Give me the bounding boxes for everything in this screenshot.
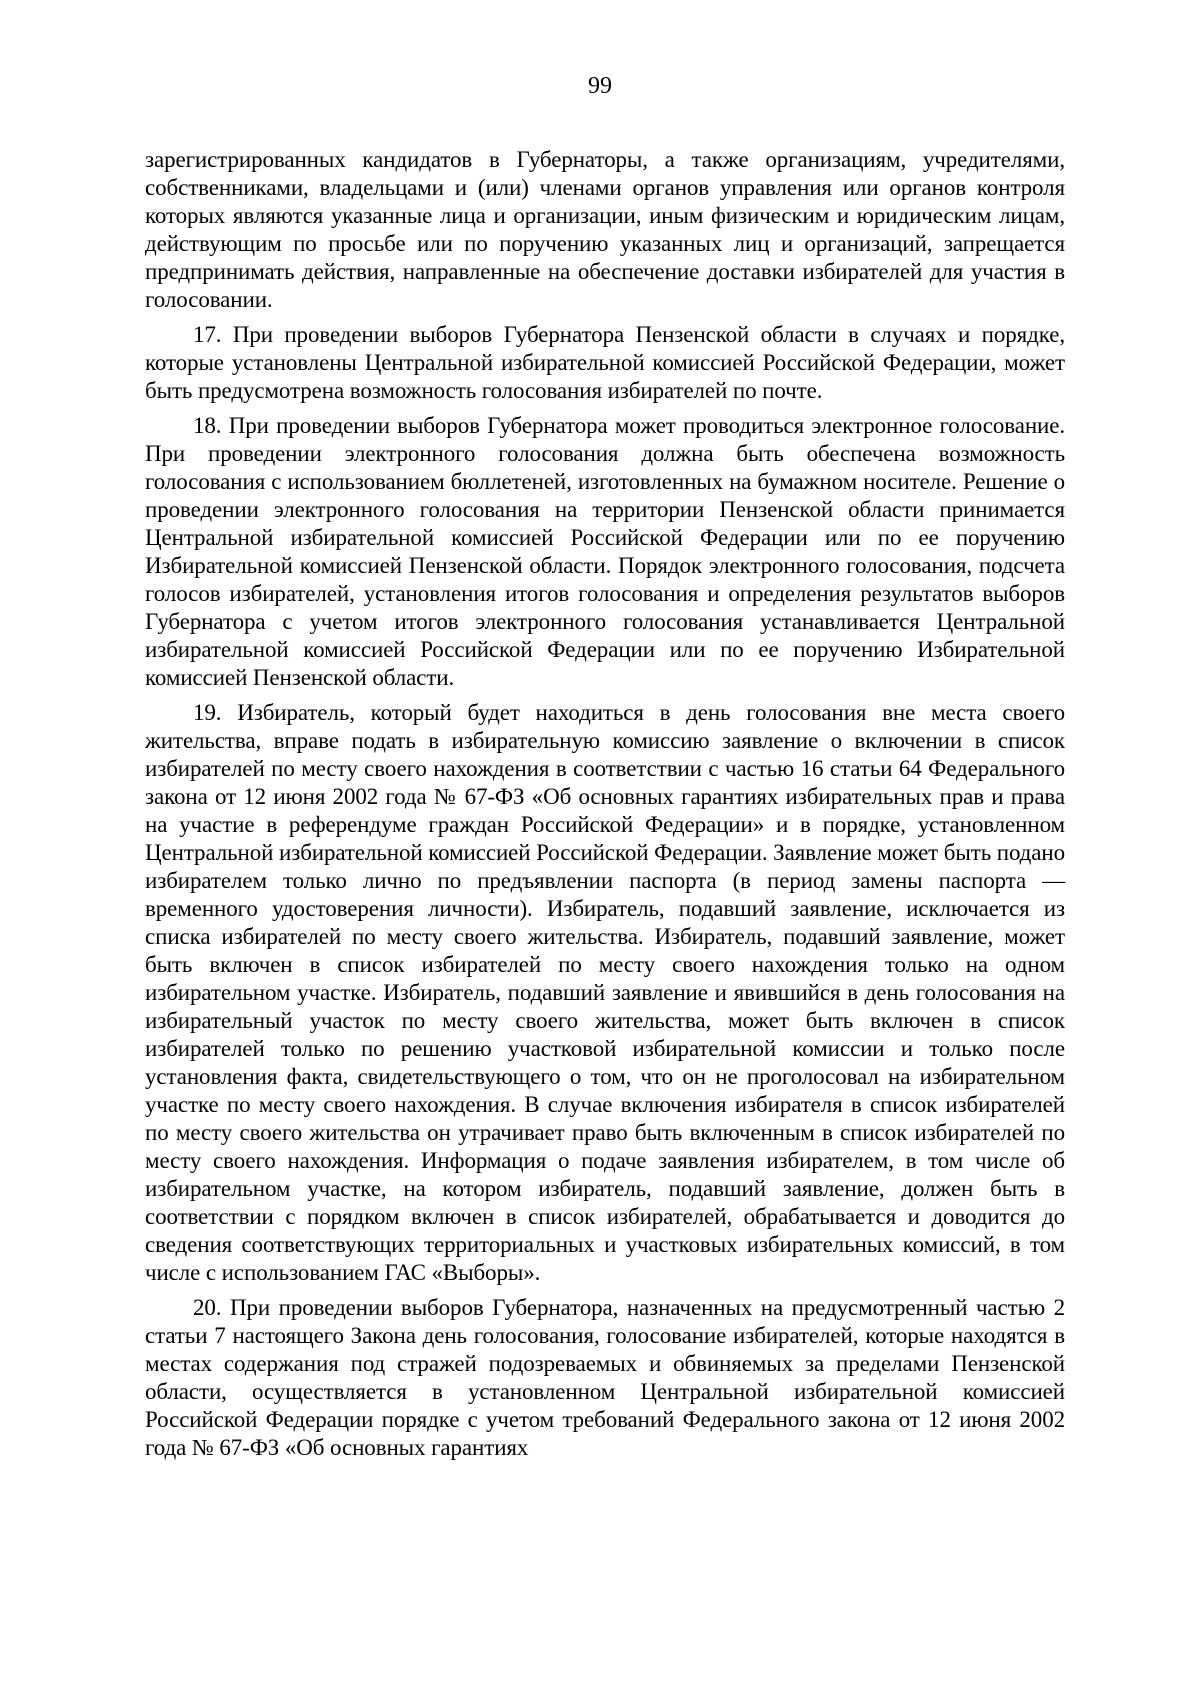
paragraph-18: 18. При проведении выборов Губернатора может проводиться электронное голосование. При проведении электронного голосования должна быть обеспечена возможность голосования с использованием бюллетеней, изготовленных на бумажном носителе. Решение о проведении электронного голосования на территории Пензенской области принимается Центральной избирательной комиссией Российской Федерации или по ее поручению Избирательной комиссией Пензенской области. Порядок электронного голосования, подсчета голосов избирателей, установления итогов голосования и определения результатов выборов Губернатора с учетом итогов электронного голосования устанавливается Центральной избирательной комиссией Российской Федерации или по ее поручению Избирательной комиссией Пензенской области. xyxy=(145,413,1065,690)
paragraph-19: 19. Избиратель, который будет находиться в день голосования вне места своего жительства, вправе подать в избирательную комиссию заявление о включении в список избирателей по месту своего нахождения в соответствии с частью 16 статьи 64 Федерального закона от 12 июня 2002 года № 67-ФЗ «Об основных гарантиях избирательных прав и права на участие в референдуме граждан Российской Федерации» и в порядке, установленном Центральной избирательной комиссией Российской Федерации. Заявление может быть подано избирателем только лично по предъявлении паспорта (в период замены паспорта — временного удостоверения личности). Избиратель, подавший заявление, исключается из списка избирателей по месту своего жительства. Избиратель, подавший заявление, может быть включен в список избирателей по месту своего нахождения только на одном избирательном участке. Избиратель, подавший заявление и явившийся в день голосования на избирательный участок по месту своего жительства, может быть включен в список избирателей только по решению участковой избирательной комиссии и только после установления факта, свидетельствующего о том, что он не проголосовал на избирательном участке по месту своего нахождения. В случае включения избирателя в список избирателей по месту своего жительства он утрачивает право быть включенным в список избирателей по месту своего нахождения. Информация о подаче заявления избирателем, в том числе об избирательном участке, на котором избиратель, подавший заявление, должен быть в соответствии с порядком включен в список избирателей, обрабатывается и доводится до сведения соответствующих территориальных и участковых избирательных комиссий, в том числе с использованием ГАС «Выборы». xyxy=(145,700,1065,1285)
paragraph-20: 20. При проведении выборов Губернатора, назначенных на предусмотренный частью 2 статьи 7 настоящего Закона день голосования, голосование избирателей, которые находятся в местах содержания под стражей подозреваемых и обвиняемых за пределами Пензенской области, осуществляется в установленном Центральной избирательной комиссией Российской Федерации порядке с учетом требований Федерального закона от 12 июня 2002 года № 67-ФЗ «Об основных гарантиях xyxy=(145,1295,1065,1460)
paragraph-continuation: зарегистрированных кандидатов в Губернаторы, а также организациям, учредителями, собственниками, владельцами и (или) членами органов управления или органов контроля которых являются указанные лица и организации, иным физическим и юридическим лицам, действующим по просьбе или по поручению указанных лиц и организаций, запрещается предпринимать действия, направленные на обеспечение доставки избирателей для участия в голосовании. xyxy=(145,147,1065,312)
document-body xyxy=(145,146,1065,1462)
page-number: 99 xyxy=(588,73,612,99)
paragraph-17: 17. При проведении выборов Губернатора Пензенской области в случаях и порядке, которые установлены Центральной избирательной комиссией Российской Федерации, может быть предусмотрена возможность голосования избирателей по почте. xyxy=(145,322,1065,403)
